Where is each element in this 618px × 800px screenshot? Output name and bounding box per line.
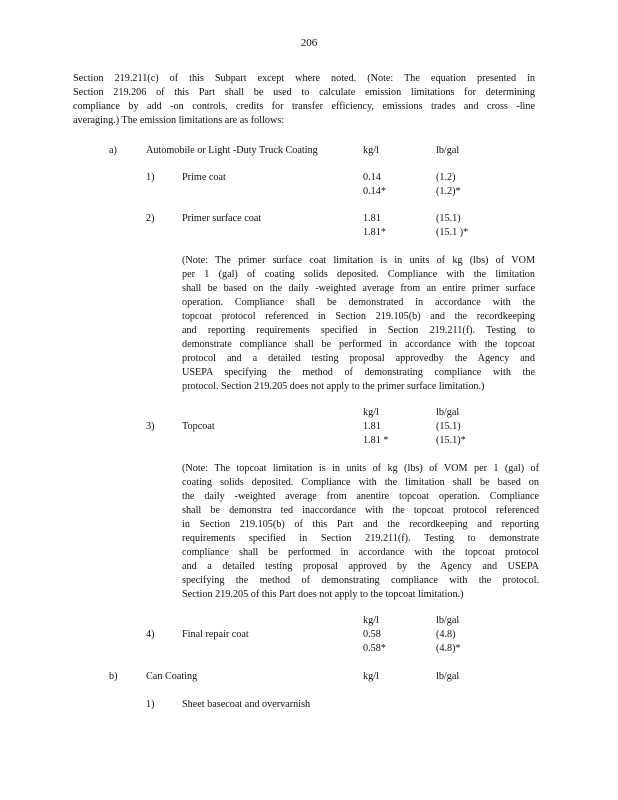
- primer-surface-note: [182, 254, 535, 394]
- item-unit-kg: kg/l: [363, 407, 379, 418]
- section-a-unit-lb: lb/gal: [436, 145, 460, 156]
- item-number: 1): [146, 699, 155, 710]
- section-b-unit-lb: lb/gal: [436, 671, 460, 682]
- note-line: topcoat protocol referenced in Section 219.105(b) and the recordkeeping: [182, 311, 535, 322]
- note-line: protocol. Section 219.205 does not apply to the primer surface limitation.): [182, 381, 485, 392]
- note-line: and reporting requirements specified in Section 219.211(f). Testing to: [182, 325, 535, 336]
- section-b-title: Can Coating: [146, 671, 198, 682]
- lb-value: (4.8)*: [436, 643, 461, 654]
- note-line: in Section 219.105(b) of this Part and the recordkeeping and reporting: [182, 519, 539, 530]
- item-number: 4): [146, 629, 155, 640]
- note-line: specifying the method of demonstrating compliance with the protocol.: [182, 575, 539, 586]
- kg-value: 1.81: [363, 421, 381, 432]
- note-line: operation. Compliance shall be demonstrated in accordance with the: [182, 297, 535, 308]
- item-number: 1): [146, 172, 155, 183]
- note-line: demonstrate compliance shall be performed in accordance with the topcoat: [182, 339, 535, 350]
- item-name: Sheet basecoat and overvarnish: [182, 699, 311, 710]
- note-line: (Note: The primer surface coat limitation is in units of kg (lbs) of VOM: [182, 255, 535, 266]
- note-line: (Note: The topcoat limitation is in units of kg (lbs) of VOM per 1 (gal) of: [182, 463, 539, 474]
- lb-value: (15.1): [436, 421, 461, 432]
- lb-value: (15.1): [436, 213, 461, 224]
- topcoat-note: [182, 462, 539, 602]
- note-line: protocol and a detailed testing proposal approvedby the Agency and: [182, 353, 535, 364]
- note-line: shall be demonstra ted inaccordance with the topcoat protocol referenced: [182, 505, 539, 516]
- note-line: and a detailed testing proposal approved by the Agency and USEPA: [182, 561, 539, 572]
- lb-value: (15.1)*: [436, 435, 466, 446]
- section-b-marker: b): [109, 671, 118, 682]
- note-line: Section 219.205 of this Part does not apply to the topcoat limitation.): [182, 589, 464, 600]
- kg-value: 0.58: [363, 629, 381, 640]
- intro-line: compliance by add -on controls, credits for transfer efficiency, emissions trades and cross -line: [73, 101, 535, 112]
- item-name: Topcoat: [182, 421, 215, 432]
- intro-line: averaging.) The emission limitations are as follows:: [73, 115, 285, 126]
- lb-value: (1.2)*: [436, 186, 461, 197]
- intro-line: Section 219.206 of this Part shall be used to calculate emission limitations for determining: [73, 87, 535, 98]
- page-number: 206: [300, 37, 318, 49]
- intro-line: Section 219.211(c) of this Subpart except where noted. (Note: The equation presented in: [73, 73, 535, 84]
- lb-value: (4.8): [436, 629, 456, 640]
- section-a-title: Automobile or Light -Duty Truck Coating: [146, 145, 318, 156]
- note-line: USEPA specifying the method of demonstrating compliance with the: [182, 367, 535, 378]
- item-unit-lb: lb/gal: [436, 407, 460, 418]
- item-number: 2): [146, 213, 155, 224]
- note-line: the daily -weighted average from anentire topcoat operation. Compliance: [182, 491, 539, 502]
- kg-value: 0.14*: [363, 186, 386, 197]
- section-b-unit-kg: kg/l: [363, 671, 379, 682]
- item-name: Primer surface coat: [182, 213, 262, 224]
- note-line: compliance shall be performed in accordance with the topcoat protocol: [182, 547, 539, 558]
- section-a-unit-kg: kg/l: [363, 145, 379, 156]
- item-unit-lb: lb/gal: [436, 615, 460, 626]
- item-name: Final repair coat: [182, 629, 249, 640]
- note-line: per 1 (gal) of coating solids deposited. Compliance with the limitation: [182, 269, 535, 280]
- intro-paragraph: [73, 72, 535, 128]
- kg-value: 0.14: [363, 172, 381, 183]
- lb-value: (15.1 )*: [436, 227, 469, 238]
- item-name: Prime coat: [182, 172, 226, 183]
- note-line: coating solids deposited. Compliance with the limitation shall be based on: [182, 477, 539, 488]
- section-a-marker: a): [109, 145, 117, 156]
- item-number: 3): [146, 421, 155, 432]
- lb-value: (1.2): [436, 172, 456, 183]
- item-unit-kg: kg/l: [363, 615, 379, 626]
- note-line: shall be based on the daily -weighted average from an entire primer surface: [182, 283, 535, 294]
- kg-value: 1.81*: [363, 227, 386, 238]
- kg-value: 1.81: [363, 213, 381, 224]
- note-line: requirements specified in Section 219.211(f). Testing to demonstrate: [182, 533, 539, 544]
- kg-value: 1.81 *: [363, 435, 389, 446]
- kg-value: 0.58*: [363, 643, 386, 654]
